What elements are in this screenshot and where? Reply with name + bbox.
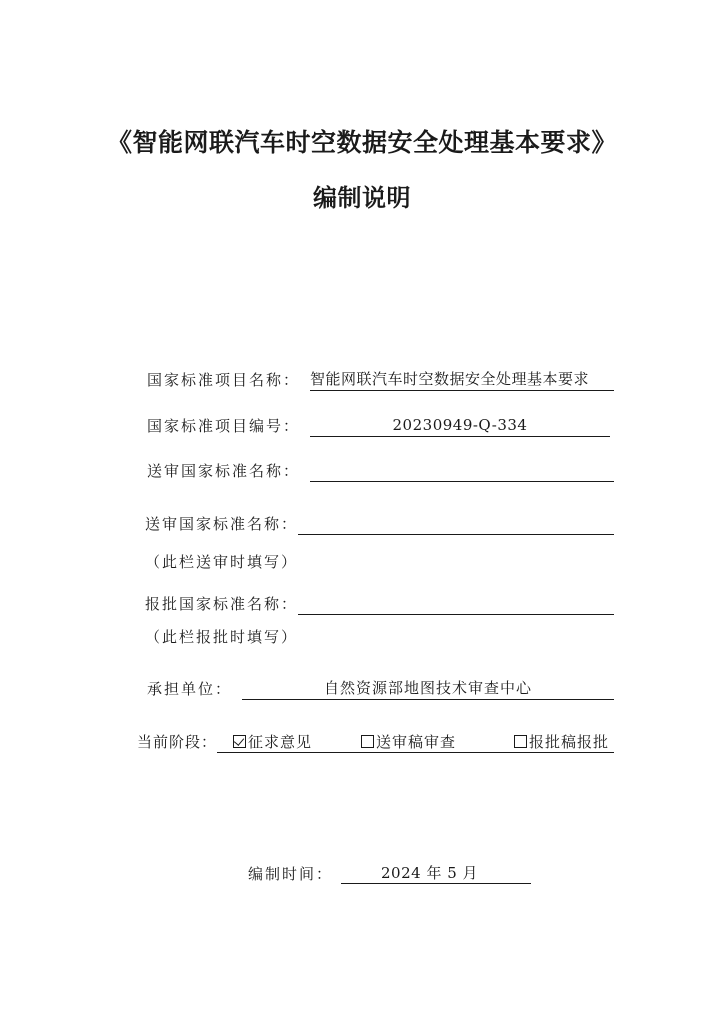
approval-name-row [145, 592, 617, 616]
review-name-field-1[interactable] [310, 459, 614, 482]
stage-option-review[interactable] [361, 730, 456, 754]
project-name-row [147, 368, 617, 392]
stage-option-approval[interactable] [514, 730, 609, 754]
project-number-field[interactable]: 20230949-Q-334 [310, 414, 610, 437]
unchecked-box-icon[interactable] [361, 735, 374, 748]
undertaker-row [147, 677, 617, 701]
stage-label: 当前阶段： [137, 733, 218, 751]
stage-option-label: 报批稿报批 [529, 733, 610, 751]
review-name-row-1 [147, 459, 617, 483]
document-title: 《智能网联汽车时空数据安全处理基本要求》 [106, 128, 617, 157]
stage-option-label: 送审稿审查 [376, 733, 457, 751]
approval-name-field[interactable] [298, 592, 614, 615]
checked-box-icon[interactable] [233, 735, 246, 748]
project-name-label: 国家标准项目名称： [147, 371, 301, 389]
stage-option-consultation[interactable] [233, 730, 312, 754]
review-name-row-2 [145, 512, 617, 536]
undertaker-field[interactable]: 自然资源部地图技术审查中心 [242, 677, 614, 700]
project-number-row [147, 414, 617, 438]
approval-note: （此栏报批时填写） [145, 628, 299, 646]
review-name-field-2[interactable] [298, 512, 614, 535]
stage-row [137, 730, 617, 754]
project-number-label: 国家标准项目编号： [147, 417, 301, 435]
approval-name-label: 报批国家标准名称： [145, 595, 299, 613]
project-name-field[interactable]: 智能网联汽车时空数据安全处理基本要求 [310, 368, 614, 391]
unchecked-box-icon[interactable] [514, 735, 527, 748]
review-name-label-1: 送审国家标准名称： [147, 462, 301, 480]
date-label: 编制时间： [248, 865, 334, 883]
review-name-label-2: 送审国家标准名称： [145, 515, 299, 533]
document-subtitle: 编制说明 [313, 184, 411, 212]
date-row [248, 862, 538, 886]
date-field[interactable]: 2024 年 5 月 [341, 862, 531, 884]
review-note: （此栏送审时填写） [145, 553, 299, 571]
stage-option-label: 征求意见 [248, 733, 313, 751]
undertaker-label: 承担单位： [147, 680, 233, 698]
